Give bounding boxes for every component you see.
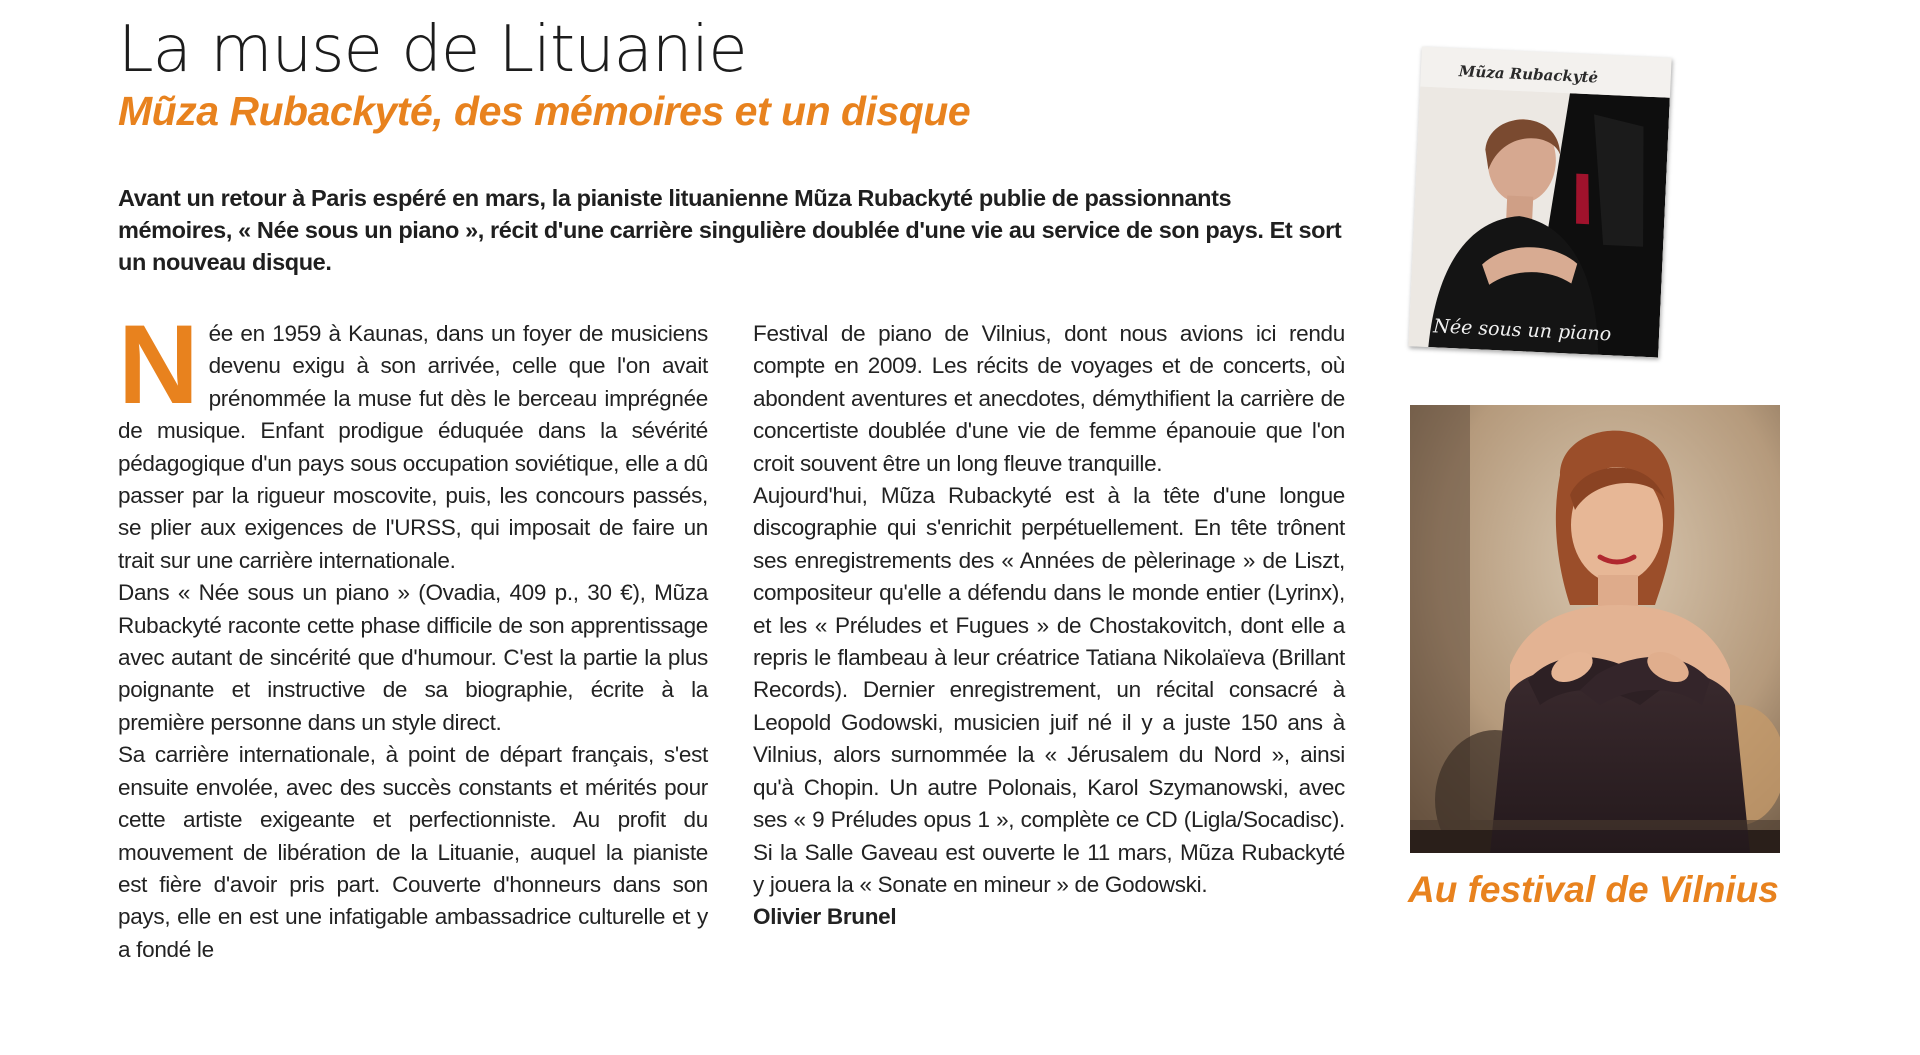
concert-photo-image: [1410, 405, 1780, 853]
concert-photo: [1410, 405, 1780, 853]
author-signature: Olivier Brunel: [753, 904, 897, 930]
article-lede: Avant un retour à Paris espéré en mars, la pianiste lituanienne Mũza Rubackyté publie de passionnants mémoires, « Née sous un piano », récit d'une carrière singulière doublée d'une vie au service de son pays. Et sort un nouveau disque.: [118, 185, 1342, 275]
photo-caption: Au festival de Vilnius: [1408, 869, 1779, 910]
book-cover-title: Née sous un piano: [1432, 315, 1612, 346]
article-column-1: [118, 302, 708, 966]
paragraph-3: Sa carrière internationale, à point de départ français, s'est ensuite envolée, avec des succès constants et mérités pour cette artiste exigeante et perfectionniste. Au profit du mouvement de libération de la Lituanie, auquel la pianiste est fière d'avoir pris part. Couverte d'honneurs dans son pays, elle en est une infatigable ambassadrice culturelle et y a fondé le: [118, 742, 708, 962]
article-column-2: [753, 318, 1345, 934]
paragraph-2: Dans « Née sous un piano » (Ovadia, 409 p., 30 €), Mũza Rubackyté raconte cette phase difficile de son apprentissage avec autant de sincérité que d'humour. C'est la partie la plus poignante et instructive de sa biographie, écrite à la première personne dans un style direct.: [118, 580, 708, 735]
paragraph-1-text: ée en 1959 à Kaunas, dans un foyer de musiciens devenu exigu à son arrivée, celle que l'on avait prénommée la muse fut dès le berceau imprégnée de musique. Enfant prodigue éduquée dans la sévérité pédagogique d'un pays sous occupation soviétique, elle a dû passer par la rigueur moscovite, puis, les concours passés, se plier aux exigences de l'URSS, qui imposait de faire un trait sur une carrière internationale.: [118, 321, 708, 573]
book-cover: [1408, 46, 1671, 357]
article-headline: La muse de Lituanie: [118, 13, 747, 87]
paragraph-5: Aujourd'hui, Mũza Rubackyté est à la tête d'une longue discographie qui s'enrichit perpétuellement. En tête trônent ses enregistrements des « Années de pèlerinage » de Liszt, compositeur qu'elle a défendu dans le monde entier (Lyrinx), et les « Préludes et Fugues » de Chostakovitch, dont elle a repris le flambeau à leur créatrice Tatiana Nikolaïeva (Brillant Records). Dernier enregistrement, un récital consacré à Leopold Godowski, musicien juif né il y a juste 150 ans à Vilnius, alors surnommée la « Jérusalem du Nord », ainsi qu'à Chopin. Un autre Polonais, Karol Szymanowski, avec ses « 9 Préludes opus 1 », complète ce CD (Ligla/Socadisc). Si la Salle Gaveau est ouverte le 11 mars, Mũza Rubackyté y jouera la « Sonate en mineur » de Godowski.: [753, 483, 1345, 897]
article-subtitle: Mũza Rubackyté, des mémoires et un disque: [118, 88, 971, 134]
drop-cap: N: [118, 302, 199, 427]
paragraph-1: [118, 302, 708, 577]
paragraph-4: Festival de piano de Vilnius, dont nous avions ici rendu compte en 2009. Les récits de voyages et de concerts, où abondent aventures et anecdotes, démythifient la carrière de concertiste doublée d'une vie de femme épanouie que l'on croit souvent être un long fleuve tranquille.: [753, 321, 1345, 476]
book-cover-author: Mũza Rubackytė: [1458, 62, 1599, 87]
